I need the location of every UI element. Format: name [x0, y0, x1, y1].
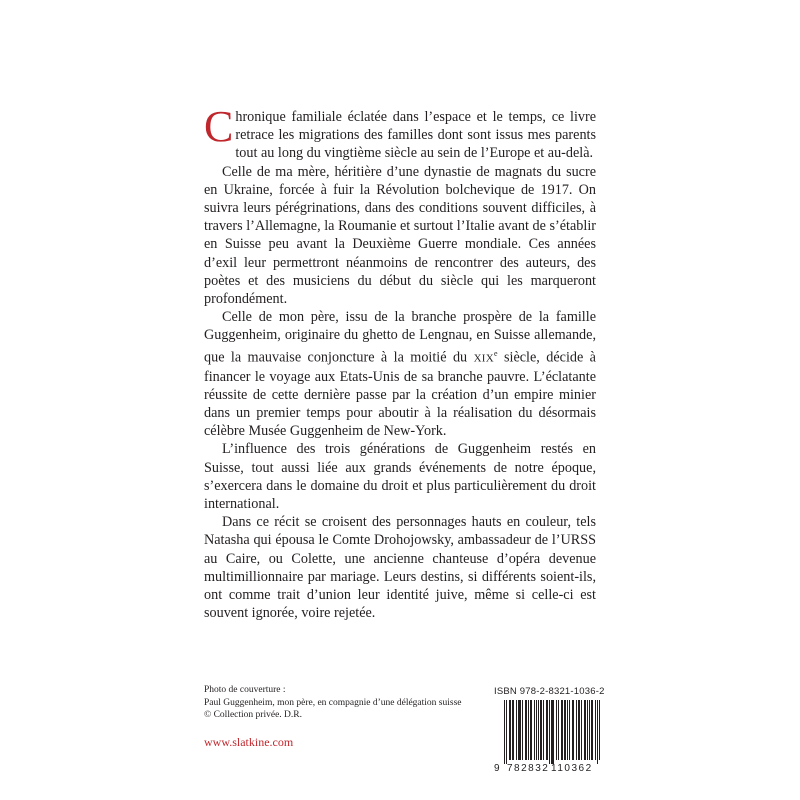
barcode-digits-right: 110362: [551, 763, 593, 774]
summary-paragraph-3: Celle de mon père, issu de la branche prospère de la famille Guggenheim, originaire du ghetto de Lengnau, en Suisse allemande, que la mauvaise conjoncture à la moitié du XIXe siècle, décide à financer le voyage aux Etats-Unis de sa branche pauvre. L’éclatante réussite de cette dernière passe par la création d’un empire minier dans un premier temps pour aboutir à la réalisation du désormais célèbre Musée Guggenheim de New-York.: [204, 309, 596, 440]
century-numeral: XIX: [473, 352, 495, 365]
barcode-digits-left: 782832: [507, 763, 550, 774]
drop-cap: C: [204, 102, 234, 151]
barcode-icon: [494, 700, 602, 774]
century-superscript: e: [494, 348, 498, 358]
summary-paragraph-5: Dans ce récit se croisent des personnages hauts en couleur, tels Natasha qui épousa le Comte Drohojowsky, ambassadeur de l’URSS au Caire, ou Colette, une ancienne chanteuse d’opéra devenue multimillionnaire par mariage. Leurs destins, si différents soient-ils, ont comme trait d’union leur identité juive, même si celle-ci est souvent ignorée, voire rejetée.: [204, 514, 596, 622]
summary-paragraph-4: L’influence des trois générations de Guggenheim restés en Suisse, tout aussi liée aux grands événements de notre époque, s’exercera dans le domaine du droit et plus particulièrement du droit international.: [204, 441, 596, 512]
publisher-website[interactable]: www.slatkine.com: [204, 735, 294, 749]
credits-line-3: © Collection privée. D.R.: [204, 710, 302, 720]
credits-line-1: Photo de couverture :: [204, 685, 286, 695]
summary-paragraph-1: Chronique familiale éclatée dans l’espace et le temps, ce livre retrace les migrations des familles dont sont issus mes parents tout au long du vingtième siècle au sein de l’Europe et au-delà.: [204, 102, 596, 162]
summary-paragraph-2: Celle de ma mère, héritière d’une dynastie de magnats du sucre en Ukraine, forcée à fuir la Révolution bolchevique de 1917. On suivra leurs pérégrinations, dans des conditions souvent difficiles, à travers l’Allemagne, la Roumanie et surtout l’Italie avant de s’établir en Suisse peu avant la Deuxième Guerre mondiale. Ces années d’exil leur permettront néanmoins de rencontrer des auteurs, des poètes et des musiciens du début du siècle qui les marqueront profondément.: [204, 163, 596, 308]
barcode-digit-first: 9: [494, 763, 500, 774]
credits-line-2: Paul Guggenheim, mon père, en compagnie d’une délégation suisse: [204, 697, 462, 708]
back-cover-summary: [204, 102, 596, 622]
photo-credits: [204, 684, 462, 722]
isbn-label: ISBN 978-2-8321-1036-2: [494, 686, 605, 697]
